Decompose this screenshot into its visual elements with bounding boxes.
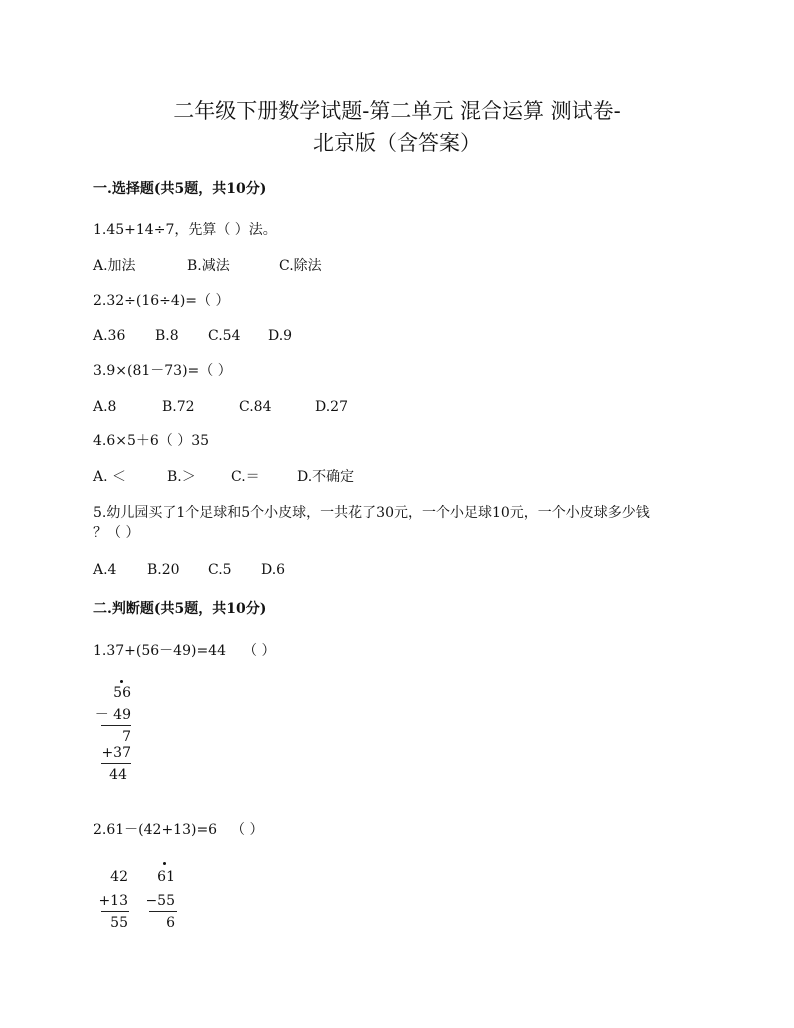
question-3-options <box>93 398 348 416</box>
question-2-options <box>93 327 292 345</box>
calc-line: 61 <box>157 869 175 885</box>
option-c: C.54 <box>208 328 241 344</box>
option-d: D.不确定 <box>297 469 355 485</box>
option-c: C.除法 <box>279 258 322 274</box>
question-4-options <box>93 468 354 486</box>
calc-rule <box>101 763 131 764</box>
option-b: B.＞ <box>167 469 196 485</box>
calc-line: 42 <box>110 869 128 885</box>
option-c: C.5 <box>208 562 232 578</box>
judgement-1-text: 1.37+(56－49)=44 <box>93 643 226 659</box>
calc-line: 7 <box>122 729 131 745</box>
option-c: C.84 <box>239 399 272 415</box>
document-title-line2: 北京版（含答案） <box>313 131 481 155</box>
option-b: B.减法 <box>187 258 230 274</box>
calc-line: － 49 <box>94 707 131 723</box>
calc-rule <box>101 911 129 912</box>
calc-line: 44 <box>109 767 127 783</box>
judgement-1-bracket: （ ） <box>243 643 276 659</box>
calc-line: +13 <box>98 893 128 909</box>
question-1-text: 1.45+14÷7，先算（ ）法。 <box>93 222 277 238</box>
question-5-text-cont: ？（ ） <box>93 525 140 541</box>
question-5-text: 5.幼儿园买了1个足球和5个小皮球，一共花了30元，一个小足球10元，一个小皮球多少钱 <box>93 505 650 521</box>
borrow-dot <box>163 862 166 865</box>
borrow-dot <box>120 680 123 683</box>
judgement-2-text: 2.61－(42+13)=6 <box>93 822 218 838</box>
question-3-text: 3.9×(81－73)=（ ） <box>93 363 232 379</box>
option-a: A.8 <box>93 399 117 415</box>
vertical-calculation-2b <box>145 860 190 935</box>
judgement-2-bracket: （ ） <box>231 822 264 838</box>
calc-line: −55 <box>145 893 175 909</box>
question-4-text: 4.6×5＋6（ ）35 <box>93 433 210 449</box>
option-a: A.加法 <box>93 258 136 274</box>
option-d: D.27 <box>315 399 348 415</box>
document-title-line1: 二年级下册数学试题-第二单元 混合运算 测试卷- <box>173 99 621 123</box>
option-b: B.20 <box>147 562 180 578</box>
option-b: B.8 <box>155 328 179 344</box>
vertical-calculation-1 <box>93 676 153 786</box>
calc-line: 6 <box>166 915 175 931</box>
calc-line: 56 <box>113 685 131 701</box>
calc-rule <box>101 725 131 726</box>
question-2-text: 2.32÷(16÷4)=（ ） <box>93 293 230 309</box>
option-a: A.4 <box>93 562 117 578</box>
option-b: B.72 <box>162 399 195 415</box>
option-d: D.9 <box>268 328 293 344</box>
vertical-calculation-2a <box>93 860 138 935</box>
calc-line: +37 <box>101 745 131 761</box>
calc-line: 55 <box>110 915 128 931</box>
option-a: A. ＜ <box>93 469 127 485</box>
section-heading-choice: 一.选择题(共5题，共10分) <box>93 181 267 197</box>
option-a: A.36 <box>93 328 126 344</box>
question-1-options <box>93 257 322 275</box>
option-c: C.＝ <box>231 469 260 485</box>
option-d: D.6 <box>261 562 286 578</box>
section-heading-judgement: 二.判断题(共5题，共10分) <box>93 601 267 617</box>
question-5-options <box>93 561 285 579</box>
calc-rule <box>149 911 177 912</box>
